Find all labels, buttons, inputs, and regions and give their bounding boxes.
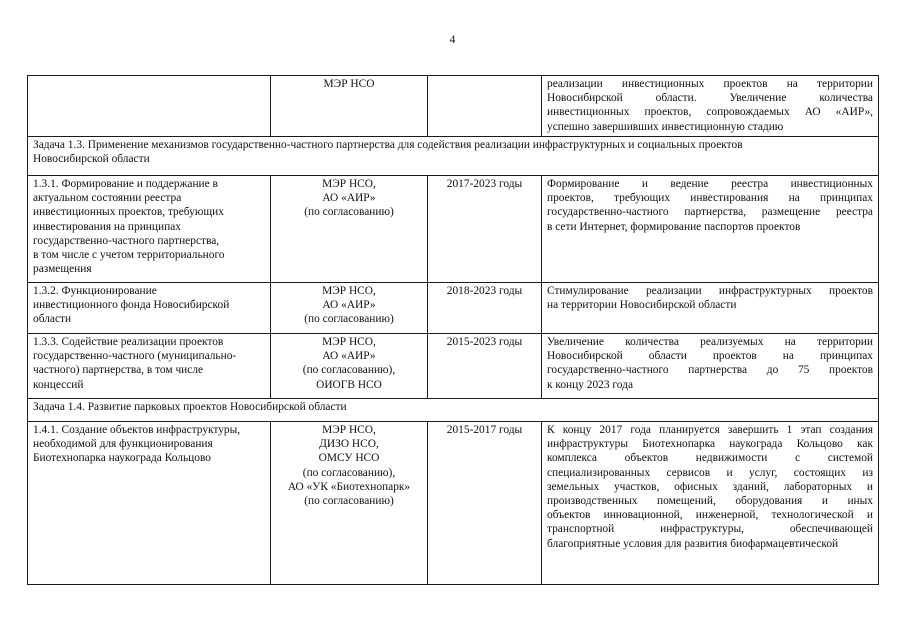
measure-line: инвестиционного фонда Новосибирской <box>33 299 230 312</box>
executor-line: МЭР НСО, <box>322 424 376 436</box>
table-row <box>28 76 879 137</box>
executors-cell <box>271 422 428 585</box>
result-cell <box>542 334 879 399</box>
result-line: Новосибирской области проектов на принципах <box>547 350 873 363</box>
measure-line: концессий <box>33 378 84 391</box>
executor-line: ОИОГВ НСО <box>316 378 382 391</box>
measure-line: Биотехнопарка наукограда Кольцово <box>33 452 211 465</box>
executors-cell <box>271 176 428 283</box>
result-line: в сети Интернет, формирование паспортов проектов <box>547 220 801 233</box>
result-line: объектов инновационной, инженерной, технологической и <box>547 509 873 522</box>
task-line: Задача 1.4. Развитие парковых проектов Новосибирской области <box>33 401 347 413</box>
executor-line: ОМСУ НСО <box>318 452 380 465</box>
measure-cell <box>28 176 271 283</box>
measure-cell <box>28 334 271 399</box>
executor-line: (по согласованию) <box>304 495 394 508</box>
task-row <box>28 137 879 176</box>
page-number: 4 <box>449 34 456 46</box>
period-cell: 2015-2023 годы <box>428 334 542 399</box>
measure-cell <box>28 76 271 137</box>
executor-line: АО «УК «Биотехнопарк» <box>287 480 411 493</box>
period-cell: 2018-2023 годы <box>428 283 542 334</box>
executor-line: МЭР НСО, <box>322 285 376 297</box>
measure-line: в том числе с учетом территориального <box>33 249 225 262</box>
measure-line: инвестиционных проектов, требующих <box>33 206 224 219</box>
executors-cell <box>271 334 428 399</box>
task-heading <box>28 399 879 422</box>
result-line: успешно завершивших инвестиционную стадию <box>547 120 784 133</box>
measure-line: государственно-частного партнерства, <box>33 234 220 247</box>
measure-line: инвестирования на принципах <box>33 220 181 233</box>
measures-table <box>27 75 879 585</box>
result-line: земельных участков, офисных зданий, лабораторных и <box>547 480 873 493</box>
result-line: производственных помещений, оборудования и иных <box>547 495 873 508</box>
executor-line: (по согласованию) <box>304 206 394 219</box>
result-line: инфраструктуры Биотехнопарка наукограда Кольцово как <box>547 438 873 451</box>
executor-line: ДИЗО НСО, <box>319 438 379 451</box>
table-row <box>28 334 879 399</box>
result-line: благоприятные условия для развития биофармацевтической <box>547 537 839 550</box>
measure-line: размещения <box>33 263 92 276</box>
executor-line: (по согласованию), <box>302 364 396 377</box>
executor-line: МЭР НСО, <box>322 178 376 190</box>
table-row <box>28 283 879 334</box>
result-line: Увеличение количества реализуемых на территории <box>547 336 873 348</box>
result-line: транспортной инфраструктуры, обеспечивающей <box>547 523 873 536</box>
measure-line: актуальном состоянии реестра <box>33 192 182 205</box>
result-line: специализированных сервисов и услуг, состоящих из <box>547 466 873 479</box>
result-line: к концу 2023 года <box>547 378 634 391</box>
table-row <box>28 422 879 585</box>
measure-line: области <box>33 313 72 326</box>
result-cell <box>542 76 879 137</box>
result-cell <box>542 422 879 585</box>
result-line: комплекса объектов недвижимости с системой <box>547 452 873 465</box>
result-line: Стимулирование реализации инфраструктурных проектов <box>547 285 873 297</box>
executor-line: АО «АИР» <box>322 350 376 363</box>
result-line: проектов, требующих инвестирования на принципах <box>547 192 873 205</box>
task-line: Задача 1.3. Применение механизмов государственно-частного партнерства для содействия реализации инфраструктурных и социальных проектов <box>33 139 743 151</box>
measure-line: 1.3.3. Содействие реализации проектов <box>33 336 224 348</box>
executor-line: МЭР НСО, <box>322 336 376 348</box>
executor-line: АО «АИР» <box>322 299 376 312</box>
result-cell <box>542 176 879 283</box>
result-line: Формирование и ведение реестра инвестиционных <box>547 178 873 190</box>
result-line: инвестиционных проектов, сопровождаемых АО «АИР», <box>547 106 873 119</box>
result-line: К концу 2017 года планируется завершить 1 этап создания <box>547 424 873 436</box>
measure-line: государственно-частного (муниципально- <box>33 350 237 363</box>
result-line: государственно-частного партнерства, размещение реестра <box>547 206 873 219</box>
result-line: на территории Новосибирской области <box>547 299 737 312</box>
period-cell <box>428 76 542 137</box>
measure-line: 1.4.1. Создание объектов инфраструктуры, <box>33 424 241 436</box>
executor-line: АО «АИР» <box>322 192 376 205</box>
result-line: реализации инвестиционных проектов на территории <box>547 78 873 90</box>
measure-line: 1.3.1. Формирование и поддержание в <box>33 178 218 190</box>
executor-line: (по согласованию), <box>302 466 396 479</box>
measure-line: необходимой для функционирования <box>33 438 213 451</box>
measure-cell <box>28 422 271 585</box>
task-heading <box>28 137 879 176</box>
executors-cell: МЭР НСО <box>271 76 428 137</box>
table-row <box>28 176 879 283</box>
executors-cell <box>271 283 428 334</box>
period-cell: 2015-2017 годы <box>428 422 542 585</box>
task-line: Новосибирской области <box>33 153 150 166</box>
result-line: государственно-частного партнерства до 75 проектов <box>547 364 873 377</box>
measure-line: 1.3.2. Функционирование <box>33 285 157 297</box>
executor-line: (по согласованию) <box>304 313 394 326</box>
measure-line: частного) партнерства, в том числе <box>33 364 204 377</box>
measure-cell <box>28 283 271 334</box>
result-cell <box>542 283 879 334</box>
task-row <box>28 399 879 422</box>
result-line: Новосибирской области. Увеличение количества <box>547 92 873 105</box>
period-cell: 2017-2023 годы <box>428 176 542 283</box>
